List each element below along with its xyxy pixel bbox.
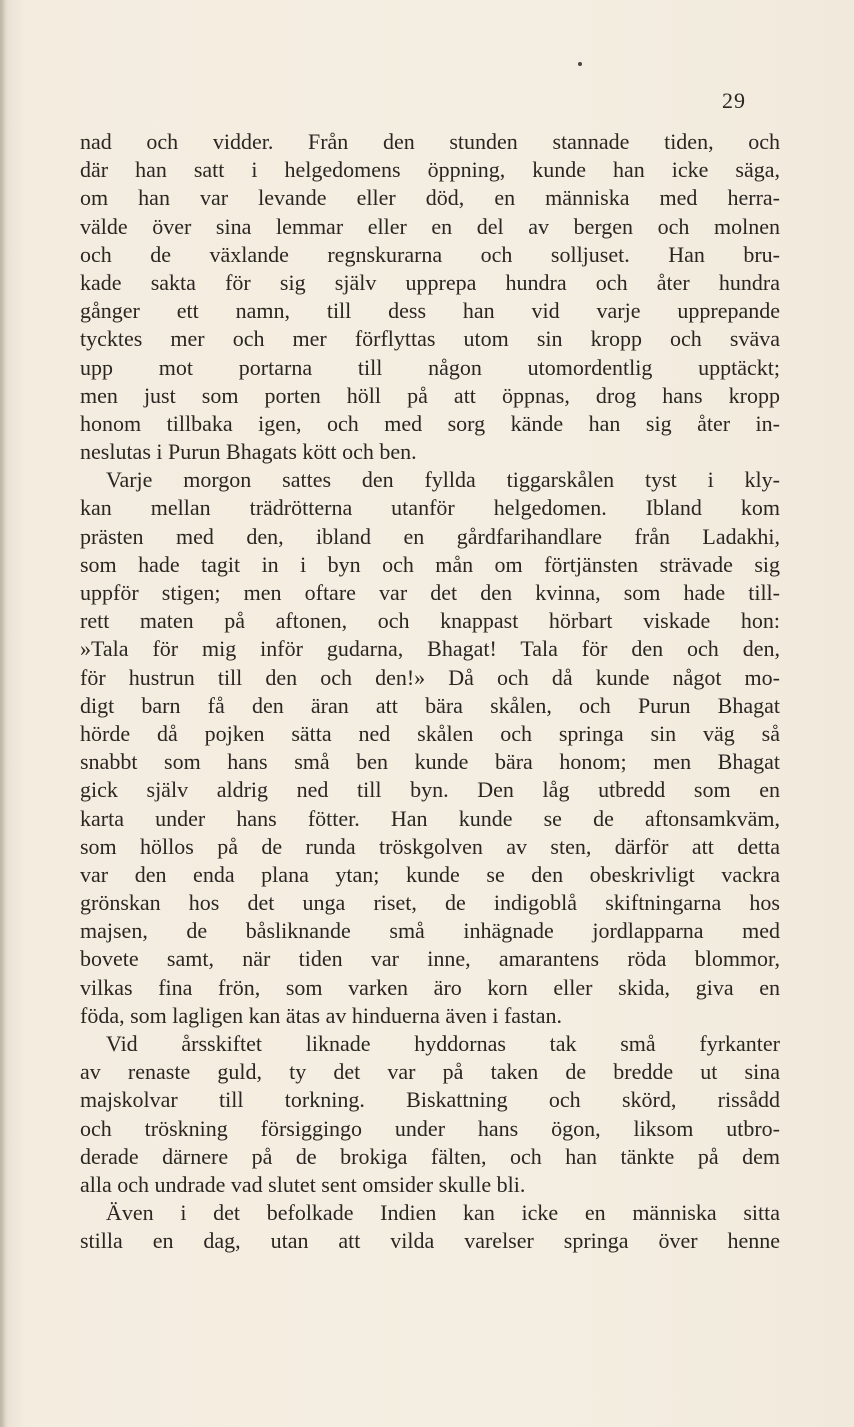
text-line: gånger ett namn, till dess han vid varje upprepande: [80, 298, 780, 324]
text-line: av renaste guld, ty det var på taken de bredde ut sina: [80, 1059, 780, 1085]
text-line: föda, som lagligen kan ätas av hinduerna även i fastan.: [80, 1002, 563, 1028]
page-number: 29: [722, 88, 746, 113]
text-line: »Tala för mig inför gudarna, Bhagat! Tala för den och den,: [80, 636, 780, 662]
text-line: majsen, de båsliknande små inhägnade jordlapparna med: [80, 918, 780, 944]
text-line: stilla en dag, utan att vilda varelser springa över henne: [80, 1228, 780, 1254]
text-line: gick själv aldrig ned till byn. Den låg utbredd som en: [80, 777, 780, 803]
text-line: vilkas fina frön, som varken äro korn eller skida, giva en: [80, 974, 780, 1000]
text-line: derade därnere på de brokiga fälten, och han tänkte på dem: [80, 1143, 780, 1169]
text-line: som höllos på de runda tröskgolven av sten, därför att detta: [80, 833, 780, 859]
text-line: om han var levande eller död, en människa med herra-: [80, 185, 780, 211]
binding-gutter: [0, 0, 6, 1427]
text-line: kade sakta för sig själv upprepa hundra och åter hundra: [80, 269, 780, 295]
text-line: prästen med den, ibland en gårdfarihandlare från Ladakhi,: [80, 523, 780, 549]
text-line: hörde då pojken sätta ned skålen och springa sin väg så: [80, 720, 780, 746]
text-line: uppför stigen; men oftare var det den kvinna, som hade till-: [80, 580, 780, 605]
text-line: och de växlande regnskurarna och solljuset. Han bru-: [80, 241, 780, 267]
text-line: neslutas i Purun Bhagats kött och ben.: [80, 439, 417, 465]
text-line: välde över sina lemmar eller en del av bergen och molnen: [80, 213, 780, 239]
text-line: men just som porten höll på att öppnas, drog hans kropp: [80, 382, 780, 408]
text-line: honom tillbaka igen, och med sorg kände han sig åter in-: [80, 410, 780, 436]
text-line: Varje morgon sattes den fyllda tiggarskålen tyst i kly-: [106, 467, 780, 493]
text-line: bovete samt, när tiden var inne, amarantens röda blommor,: [80, 946, 780, 972]
text-line: var den enda plana ytan; kunde se den obeskrivligt vackra: [80, 861, 780, 887]
ink-speck: [578, 62, 582, 66]
text-line: Vid årsskiftet liknade hyddornas tak små fyrkanter: [106, 1031, 780, 1056]
text-line: grönskan hos det unga riset, de indigoblå skiftningarna hos: [80, 890, 780, 916]
text-line: upp mot portarna till någon utomordentlig upptäckt;: [80, 354, 780, 380]
text-line: snabbt som hans små ben kunde bära honom; men Bhagat: [80, 749, 780, 775]
text-line: som hade tagit in i byn och mån om förtjänsten strävade sig: [80, 551, 780, 577]
text-line: majskolvar till torkning. Biskattning och skörd, rissådd: [80, 1087, 780, 1113]
text-line: rett maten på aftonen, och knappast hörbart viskade hon:: [80, 608, 780, 634]
text-line: digt barn få den äran att bära skålen, och Purun Bhagat: [80, 692, 780, 718]
text-line: tycktes mer och mer förflyttas utom sin kropp och sväva: [80, 326, 780, 352]
text-line: kan mellan trädrötterna utanför helgedomen. Ibland kom: [80, 495, 780, 521]
body-text: [80, 128, 780, 1256]
text-line: alla och undrade vad slutet sent omsider skulle bli.: [80, 1171, 526, 1197]
text-line: där han satt i helgedomens öppning, kunde han icke säga,: [80, 157, 780, 183]
text-line: Även i det befolkade Indien kan icke en människa sitta: [106, 1200, 780, 1226]
text-line: karta under hans fötter. Han kunde se de aftonsamkväm,: [80, 805, 780, 831]
text-line: nad och vidder. Från den stunden stannade tiden, och: [80, 129, 780, 154]
text-line: för hustrun till den och den!» Då och då kunde något mo-: [80, 664, 780, 690]
text-line: och tröskning försiggingo under hans ögon, liksom utbro-: [80, 1115, 780, 1141]
